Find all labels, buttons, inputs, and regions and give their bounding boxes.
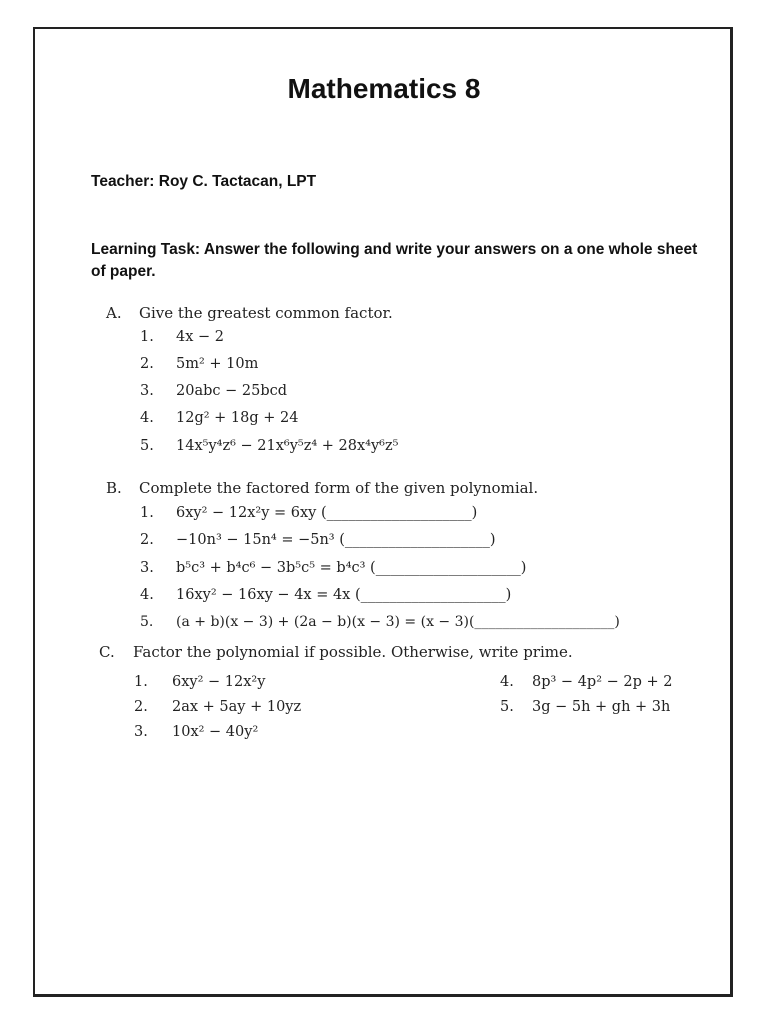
math-expression: b⁵c³ + b⁴c⁶ − 3b⁵c⁵ = b⁴c³ (____________________) (176, 560, 527, 576)
section-b-item-1: 1. 6xy² − 12x²y = 6xy (____________________) (140, 505, 478, 521)
math-expression: −10n³ − 15n⁴ = −5n³ (____________________) (176, 532, 496, 548)
section-b-item-3: 3. b⁵c³ + b⁴c⁶ − 3b⁵c⁵ = b⁴c³ (____________________) (140, 560, 527, 576)
page-title: Mathematics 8 (287, 73, 481, 104)
section-c-item-2: 2. 2ax + 5ay + 10yz (134, 699, 302, 715)
math-expression: 2ax + 5ay + 10yz (172, 699, 302, 715)
section-a-item-4: 4. 12g² + 18g + 24 (140, 410, 299, 426)
section-b-heading: B. Complete the factored form of the given polynomial. (106, 479, 539, 497)
section-a-item-5: 5. 14x⁵y⁴z⁶ − 21x⁶y⁵z⁴ + 28x⁴y⁶z⁵ (140, 438, 399, 454)
section-a-heading: A. Give the greatest common factor. (106, 304, 393, 322)
math-expression: 10x² − 40y² (172, 724, 259, 740)
math-expression: 6xy² − 12x²y = 6xy (____________________) (176, 505, 478, 521)
section-c-item-1: 1. 6xy² − 12x²y (134, 674, 266, 690)
math-expression: 5m² + 10m (176, 356, 259, 372)
section-b-item-5: 5. (a + b)(x − 3) + (2a − b)(x − 3) = (x − 3)(____________________) (140, 614, 620, 630)
section-b-item-2: 2. −10n³ − 15n⁴ = −5n³ (____________________) (140, 532, 496, 548)
section-a-item-1: 1. 4x − 2 (140, 329, 224, 345)
math-expression: 6xy² − 12x²y (172, 674, 266, 690)
learning-task-instructions: Learning Task: Answer the following and write your answers on a one whole sheet of paper. (91, 241, 698, 280)
section-c-item-5: 5. 3g − 5h + gh + 3h (500, 699, 671, 715)
section-c-item-4: 4. 8p³ − 4p² − 2p + 2 (500, 674, 673, 690)
section-b-item-4: 4. 16xy² − 16xy − 4x = 4x (____________________) (140, 587, 512, 603)
math-expression: 3g − 5h + gh + 3h (532, 699, 671, 715)
math-expression: 14x⁵y⁴z⁶ − 21x⁶y⁵z⁴ + 28x⁴y⁶z⁵ (176, 438, 399, 454)
math-expression: 8p³ − 4p² − 2p + 2 (532, 674, 673, 690)
math-expression: 4x − 2 (176, 329, 224, 345)
math-expression: 12g² + 18g + 24 (176, 410, 299, 426)
math-expression: 16xy² − 16xy − 4x = 4x (____________________) (176, 587, 512, 603)
section-c-heading: C. Factor the polynomial if possible. Otherwise, write prime. (99, 643, 573, 661)
math-expression: 20abc − 25bcd (176, 383, 288, 399)
section-c-item-3: 3. 10x² − 40y² (134, 724, 259, 740)
section-a-item-3: 3. 20abc − 25bcd (140, 383, 288, 399)
section-a-item-2: 2. 5m² + 10m (140, 356, 259, 372)
teacher-line: Teacher: Roy C. Tactacan, LPT (91, 173, 317, 190)
math-expression: (a + b)(x − 3) + (2a − b)(x − 3) = (x − 3)(____________________) (176, 614, 620, 630)
